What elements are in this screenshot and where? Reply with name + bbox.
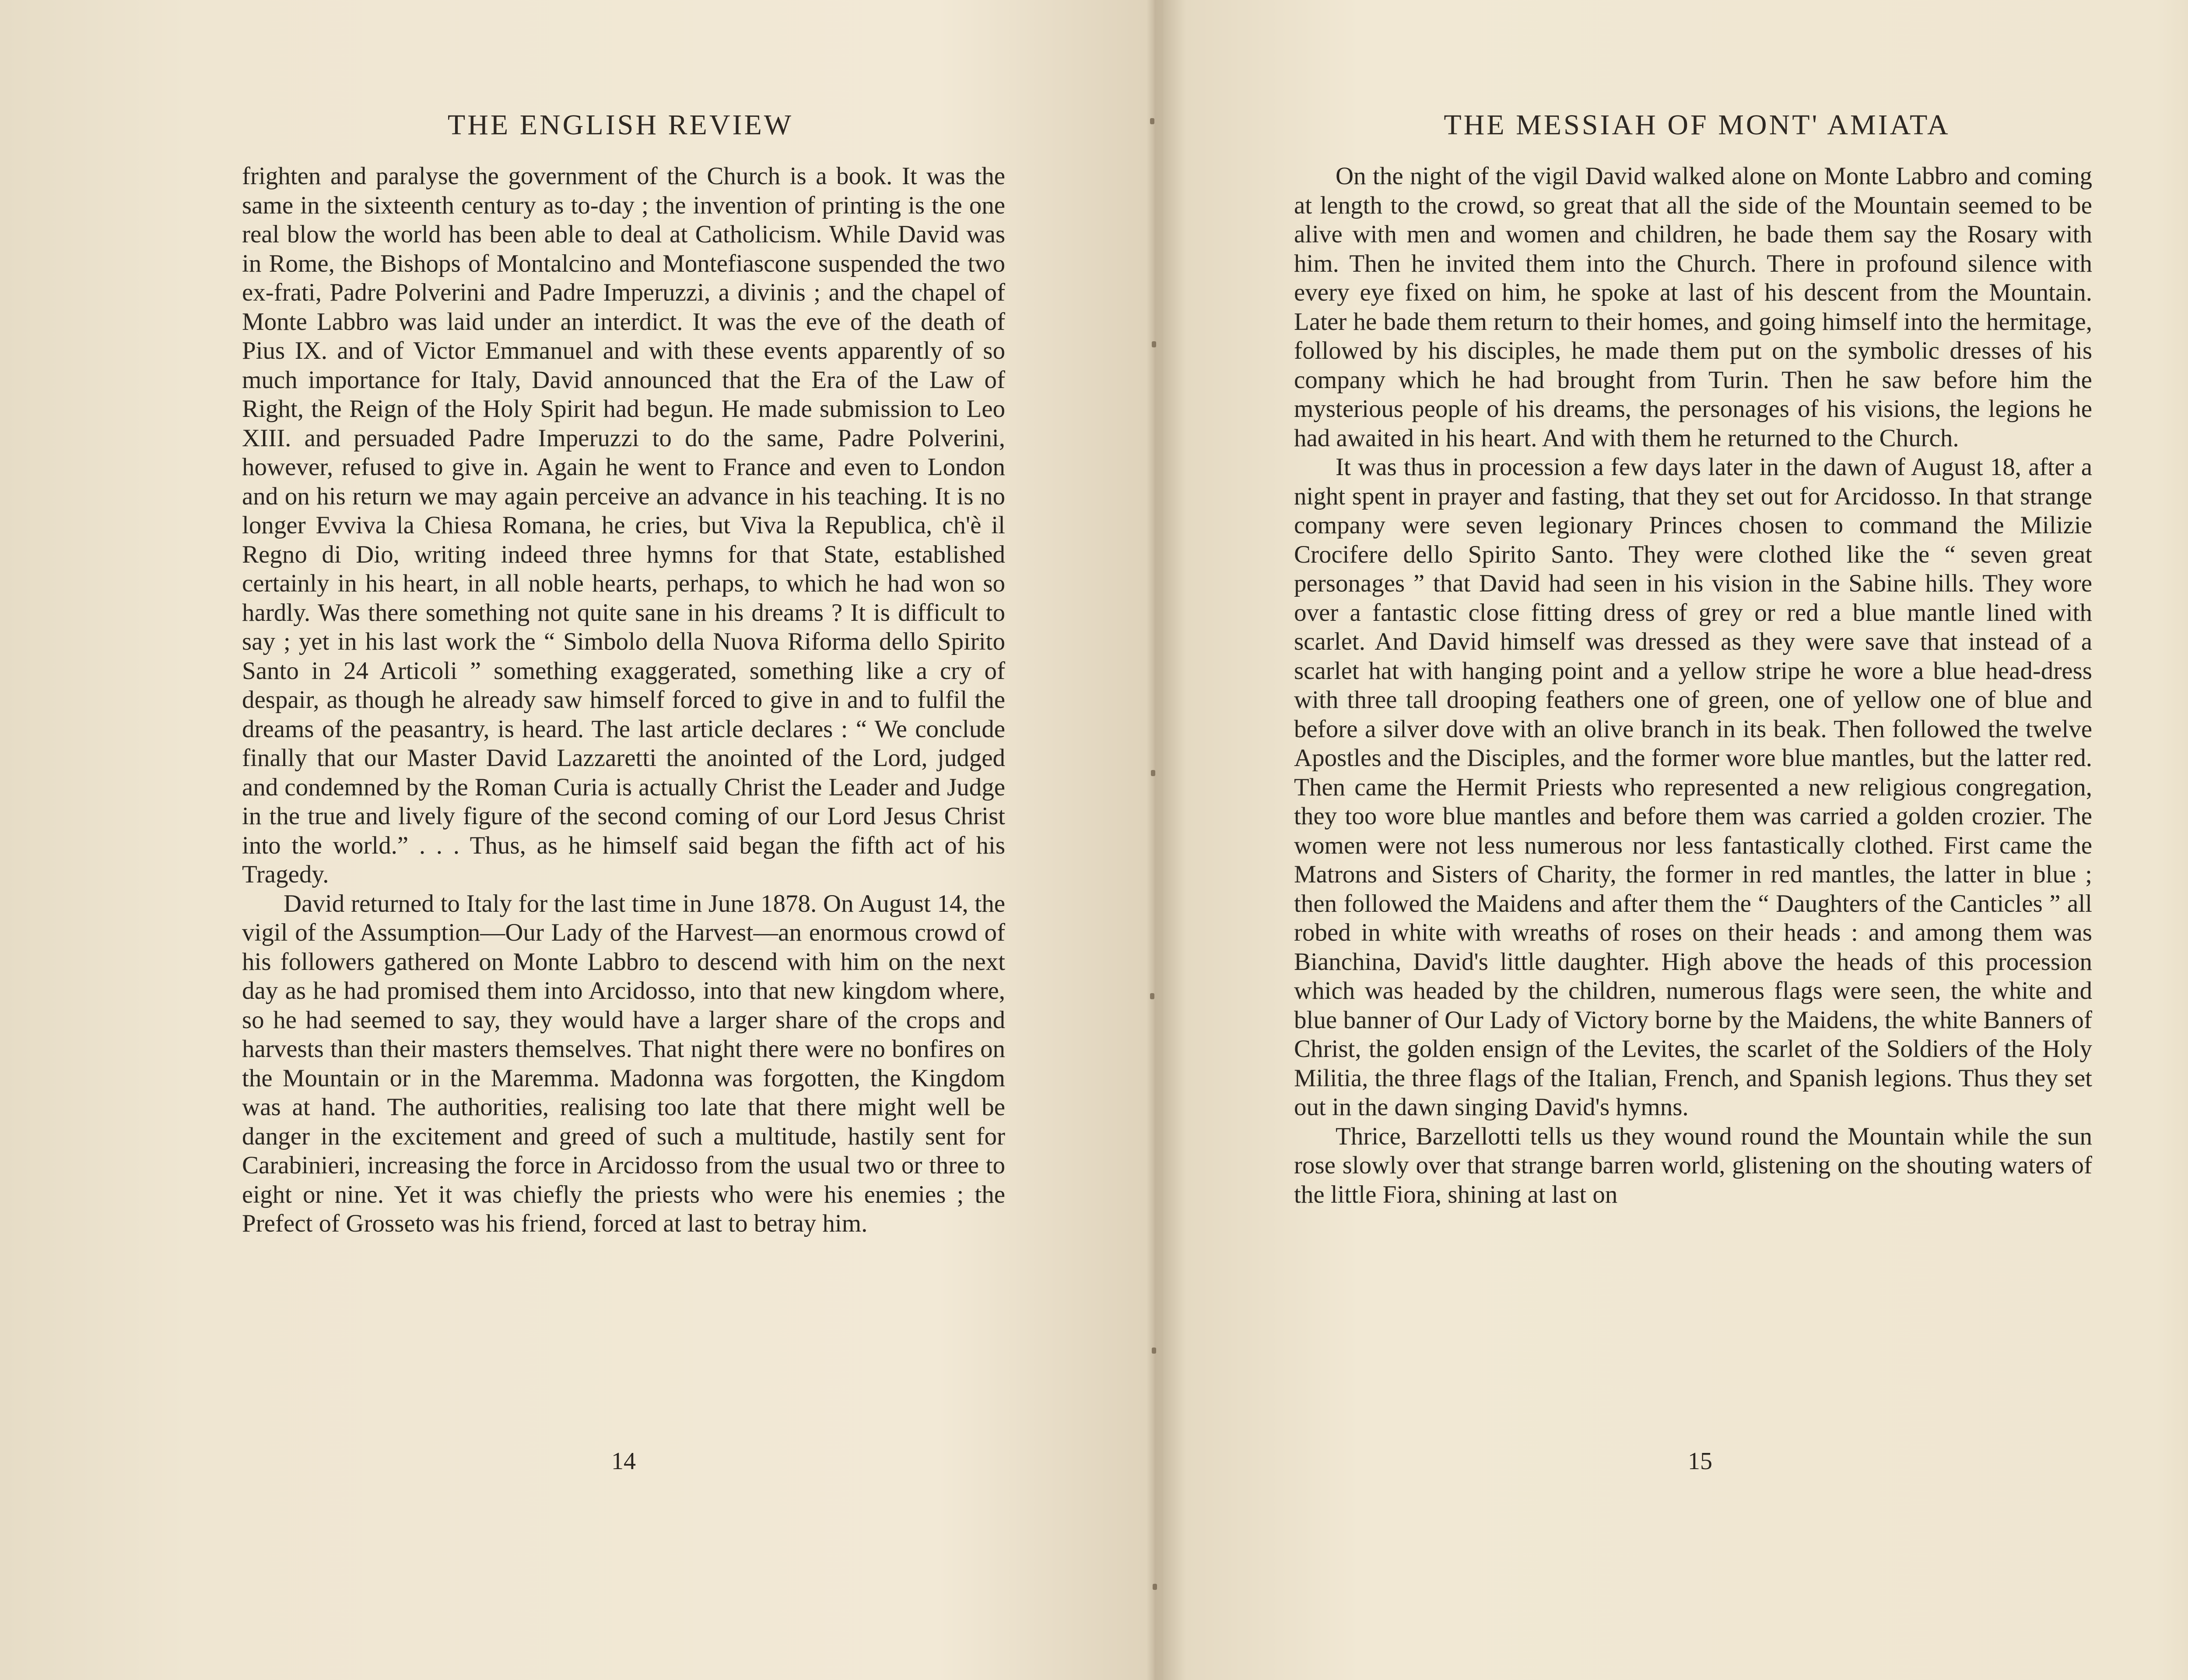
binding-speck xyxy=(1152,1348,1156,1354)
binding-speck xyxy=(1153,1584,1157,1590)
page-body xyxy=(1294,162,2092,1209)
paragraph: It was thus in procession a few days later in the dawn of August 18, after a night spent in prayer and fasting, that they set out for Arcidosso. In that strange company were seven legionary Princes chosen to command the Milizie Crocifere dello Spirito Santo. They were clothed like the “ seven great personages ” that David had seen in his vision in the Sabine hills. They wore over a fantastic close fitting dress of grey or red a blue mantle lined with scarlet. And David himself was dressed as they were save that instead of a scarlet hat with hanging point and a yellow stripe he wore a blue head-dress with three tall drooping feathers one of green, one of yellow one of blue and before a silver dove with an olive branch in its beak. Then followed the twelve Apostles and the Disciples, and the former wore blue mantles, but the latter red. Then came the Hermit Priests who represented a new religious congregation, they too wore blue mantles and before them was carried a golden crozier. The women were not less numerous nor less fantastically clothed. First came the Matrons and Sisters of Charity, the former in red mantles, the latter in blue ; then followed the Maidens and after them the “ Daughters of the Canticles ” all robed in white with wreaths of roses on their heads : and among them was Bianchina, David's little daughter. High above the heads of this procession which was headed by the children, numerous flags were seen, the white and blue banner of Our Lady of Victory borne by the Maidens, the white Banners of Christ, the golden ensign of the Levites, the scarlet of the Soldiers of the Holy Militia, the three flags of the Italian, French, and Spanish legions. Thus they set out in the dawn singing David's hymns. xyxy=(1294,453,2092,1121)
running-head: THE ENGLISH REVIEW xyxy=(447,109,794,141)
page-number: 14 xyxy=(611,1448,636,1475)
binding-speck xyxy=(1150,993,1154,999)
paragraph: David returned to Italy for the last time in June 1878. On August 14, the vigil of the Assumption—Our Lady of the Harvest—an enormous crowd of his followers gathered on Monte Labbro to descend with him on the next day as he had promised them into Arcidosso, into that new kingdom where, so he had seemed to say, they would have a larger share of the crops and harvests than their masters themselves. That night there were no bonfires on the Mountain or in the Maremma. Madonna was forgotten, the Kingdom was at hand. The authorities, realising too late that there might well be danger in the excitement and greed of such a multitude, hastily sent for Carabinieri, increasing the force in Arcidosso from the usual two or three to eight or nine. Yet it was chiefly the priests who were his enemies ; the Prefect of Grosseto was his friend, forced at last to betray him. xyxy=(242,889,1005,1237)
right-page xyxy=(1155,0,2188,1680)
binding-speck xyxy=(1150,118,1154,124)
binding-speck xyxy=(1151,770,1155,776)
running-head: THE MESSIAH OF MONT' AMIATA xyxy=(1444,109,1950,141)
paragraph: frighten and paralyse the government of the Church is a book. It was the same in the sixteenth century as to-day ; the invention of printing is the one real blow the world has been able to deal at Catholicism. While David was in Rome, the Bishops of Montalcino and Montefiascone suspended the two ex-frati, Padre Polverini and Padre Imperuzzi, a divinis ; and the chapel of Monte Labbro was laid under an interdict. It was the eve of the death of Pius IX. and of Victor Emmanuel and with these events apparently of so much importance for Italy, David announced that the Era of the Law of Right, the Reign of the Holy Spirit had begun. He made submission to Leo XIII. and persuaded Padre Imperuzzi to do the same, Padre Polverini, however, refused to give in. Again he went to France and even to London and on his return we may again perceive an advance in his teaching. It is no longer Evviva la Chiesa Romana, he cries, but Viva la Republica, ch'è il Regno di Dio, writing indeed three hymns for that State, established certainly in his heart, in all noble hearts, perhaps, to which he had won so hardly. Was there something not quite sane in his dreams ? It is difficult to say ; yet in his last work the “ Simbolo della Nuova Riforma dello Spirito Santo in 24 Articoli ” something exaggerated, something like a cry of despair, as though he already saw himself forced to give in and to fulfil the dreams of the peasantry, is heard. The last article declares : “ We conclude finally that our Master David Lazzaretti the anointed of the Lord, judged and condemned by the Roman Curia is actually Christ the Leader and Judge in the true and lively figure of the second coming of our Lord Jesus Christ into the world.” . . . Thus, as he himself said began the fifth act of his Tragedy. xyxy=(242,162,1005,888)
paragraph: On the night of the vigil David walked alone on Monte Labbro and coming at length to the crowd, so great that all the side of the Mountain seemed to be alive with men and women and children, he bade them say the Rosary with him. Then he invited them into the Church. There in profound silence with every eye fixed on him, he spoke at last of his descent from the Mountain. Later he bade them return to their homes, and going himself into the hermitage, followed by his disciples, he made them put on the symbolic dresses of his company which he had brought from Turin. Then he saw before him the mysterious people of his dreams, the personages of his visions, the legions he had awaited in his heart. And with them he returned to the Church. xyxy=(1294,162,2092,452)
paragraph: Thrice, Barzellotti tells us they wound round the Mountain while the sun rose slowly over that strange barren world, glistening on the shouting waters of the little Fiora, shining at last on xyxy=(1294,1122,2092,1208)
page-body xyxy=(242,162,1005,1239)
page-number: 15 xyxy=(1688,1448,1712,1475)
binding-speck xyxy=(1152,341,1156,347)
